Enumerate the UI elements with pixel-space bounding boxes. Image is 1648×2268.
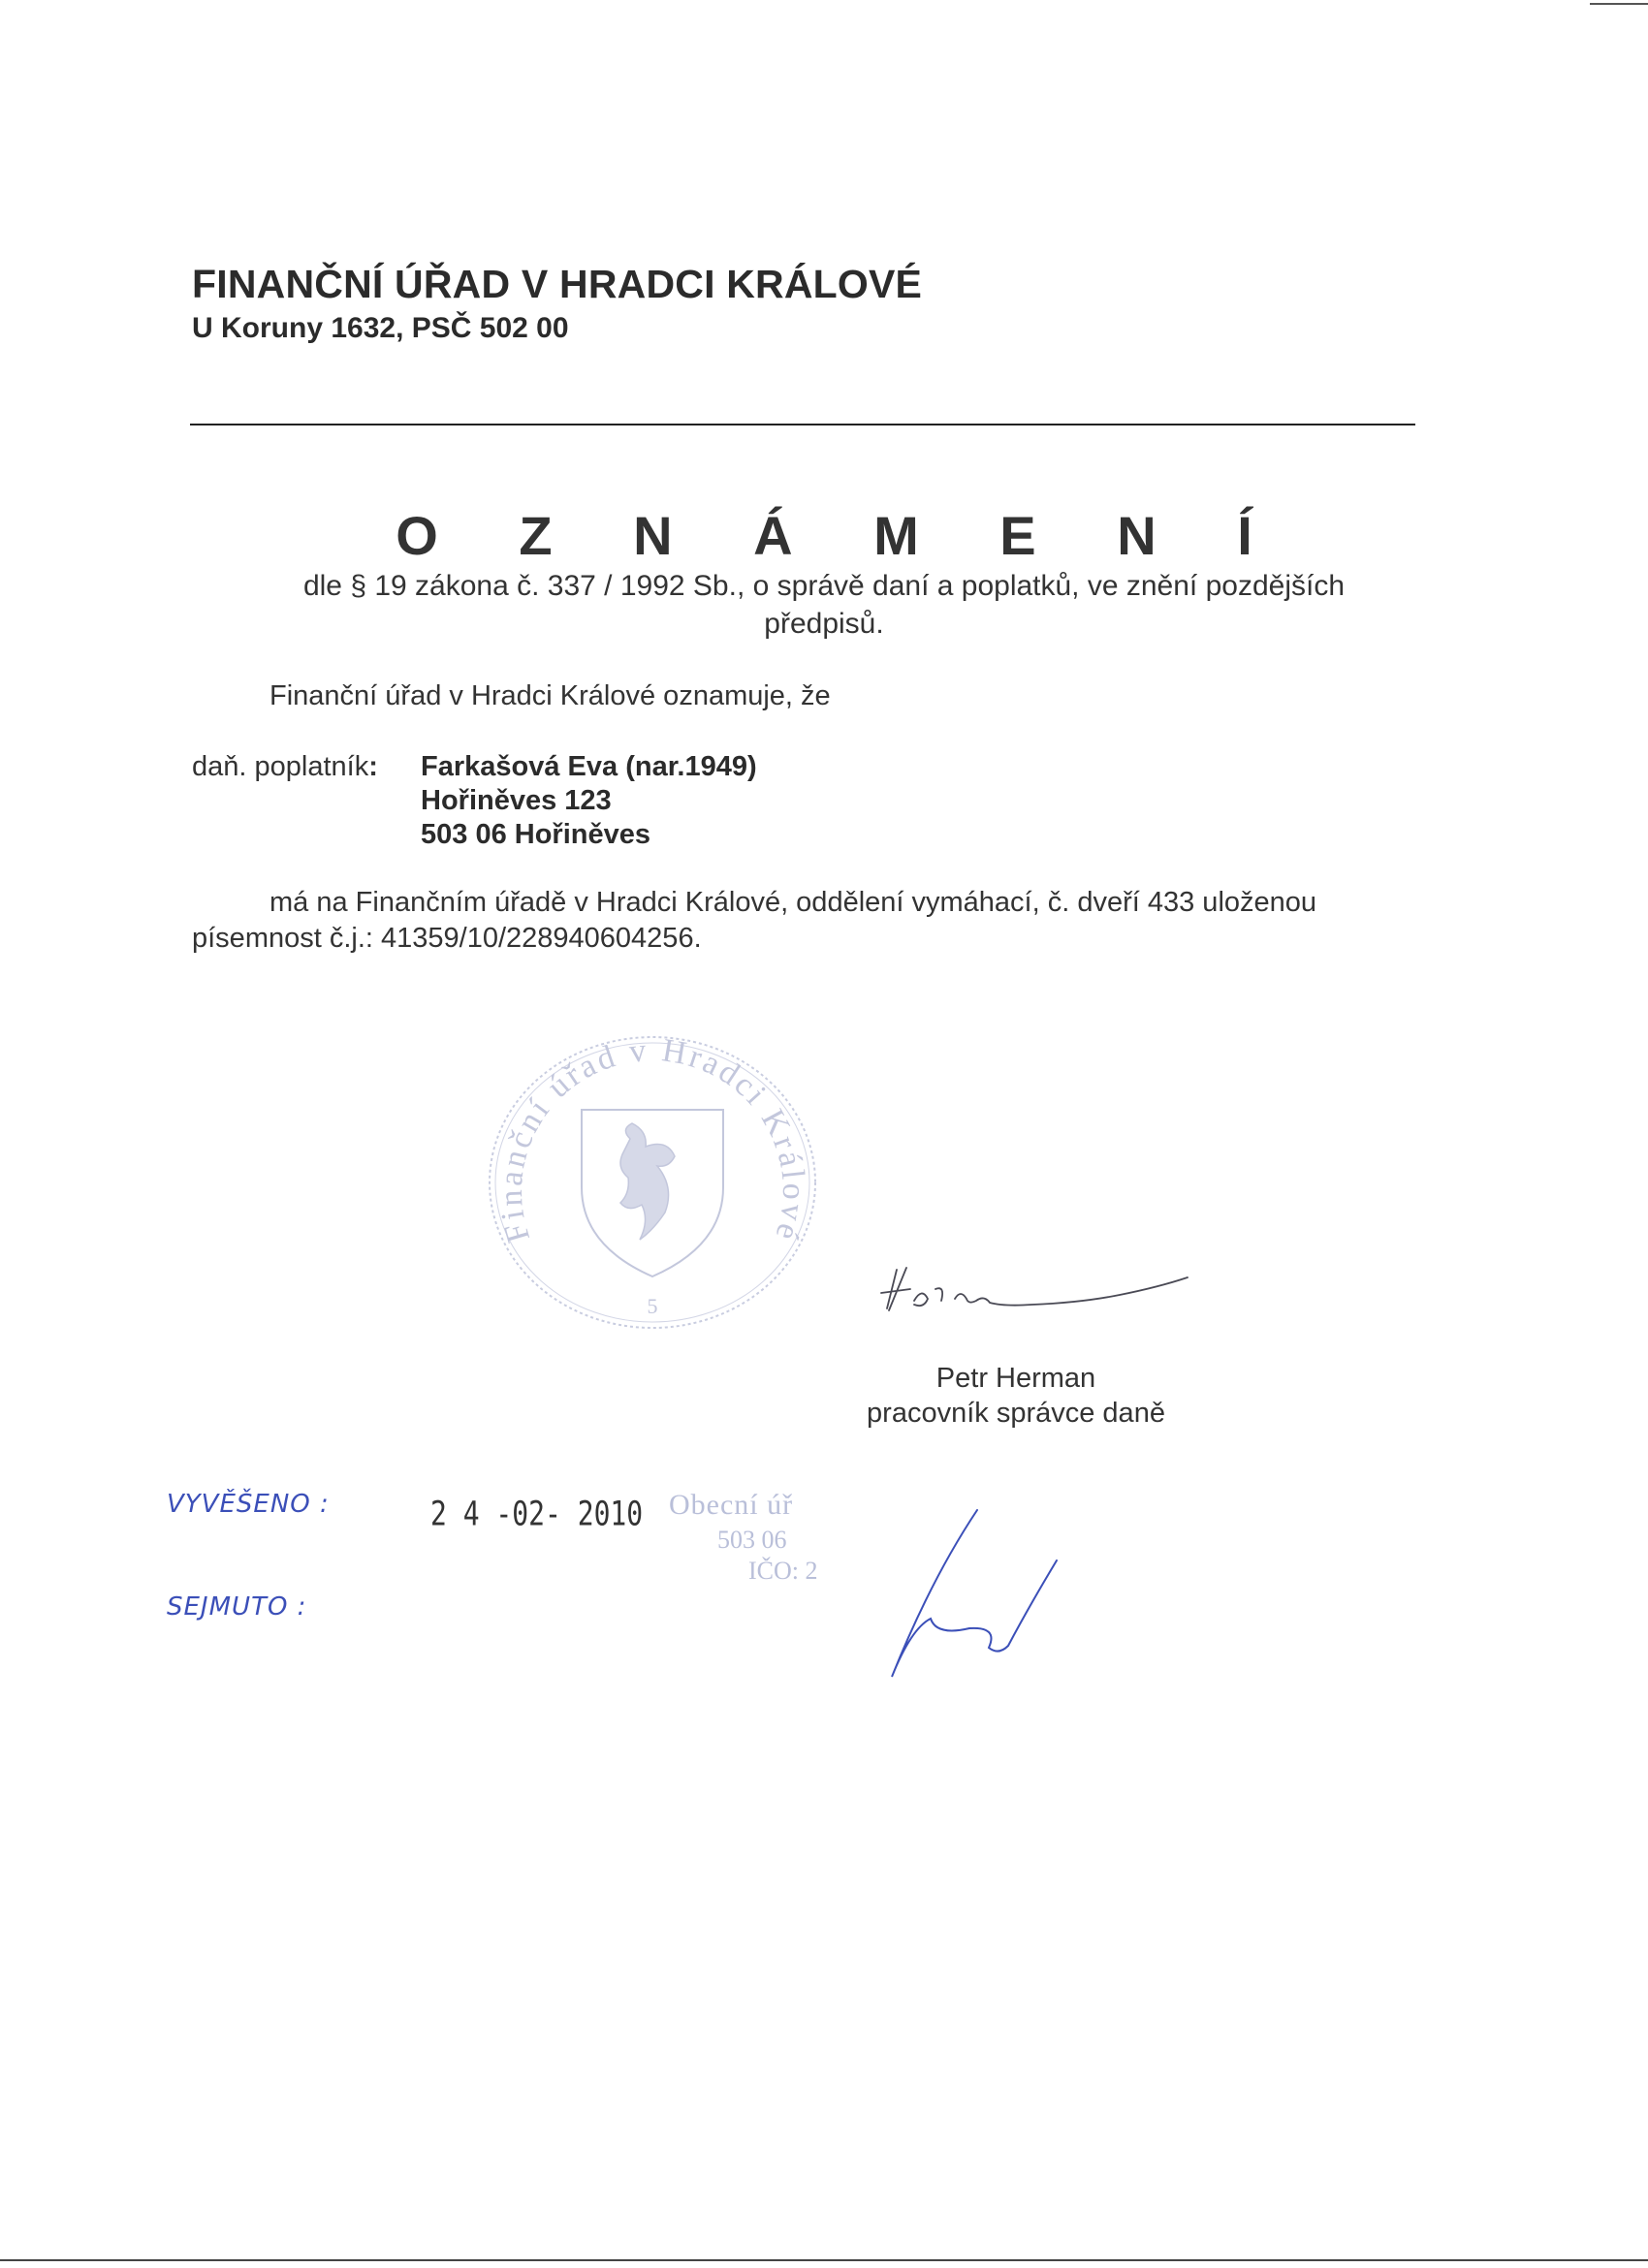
notice-title: O Z N Á M E N Í — [396, 505, 1285, 566]
signer-role: pracovník správce daně — [867, 1398, 1165, 1429]
seal-number: 5 — [647, 1294, 658, 1318]
removed-label: SEJMUTO : — [167, 1592, 307, 1622]
office-address: U Koruny 1632, PSČ 502 00 — [192, 312, 569, 344]
taxpayer-name: Farkašová Eva (nar.1949) — [421, 751, 757, 782]
taxpayer-label-text: daň. poplatník — [192, 751, 369, 782]
taxpayer-street: Hořiněves 123 — [421, 785, 612, 816]
municipal-stamp-line-3: IČO: 2 — [748, 1557, 818, 1585]
legal-basis-line-1: dle § 19 zákona č. 337 / 1992 Sb., o správě daní a poplatků, ve znění pozdějších — [302, 570, 1346, 602]
top-edge-mark — [1590, 3, 1648, 5]
posted-label: VYVĚŠENO : — [167, 1490, 330, 1519]
official-seal — [485, 1023, 820, 1333]
office-name: FINANČNÍ ÚŘAD V HRADCI KRÁLOVÉ — [192, 262, 923, 306]
lion-shield-icon — [582, 1110, 723, 1276]
body-line-2: písemnost č.j.: 41359/10/228940604256. — [192, 923, 702, 954]
header-divider — [190, 424, 1415, 425]
legal-basis-line-2: předpisů. — [764, 608, 884, 640]
body-line-1: má na Finančním úřadě v Hradci Králové, oddělení vymáhací, č. dveří 433 uloženou — [269, 887, 1317, 918]
taxpayer-city: 503 06 Hořiněves — [421, 819, 650, 850]
handwritten-signature — [868, 1250, 1197, 1328]
taxpayer-label — [192, 751, 378, 783]
bottom-edge-mark — [0, 2259, 1648, 2261]
seal-ring-text: Finanční úřad v Hradci Králové — [492, 1032, 812, 1247]
signer-name: Petr Herman — [935, 1363, 1096, 1394]
intro-text: Finanční úřad v Hradci Králové oznamuje, že — [269, 680, 831, 711]
municipal-stamp-line-2: 503 06 — [717, 1526, 787, 1554]
posted-date-stamp: 2 4 -02- 2010 — [430, 1494, 644, 1534]
municipal-stamp-line-1: Obecní úř — [669, 1489, 794, 1521]
taxpayer-label-colon: : — [368, 751, 378, 782]
mayor-signature — [853, 1493, 1086, 1686]
